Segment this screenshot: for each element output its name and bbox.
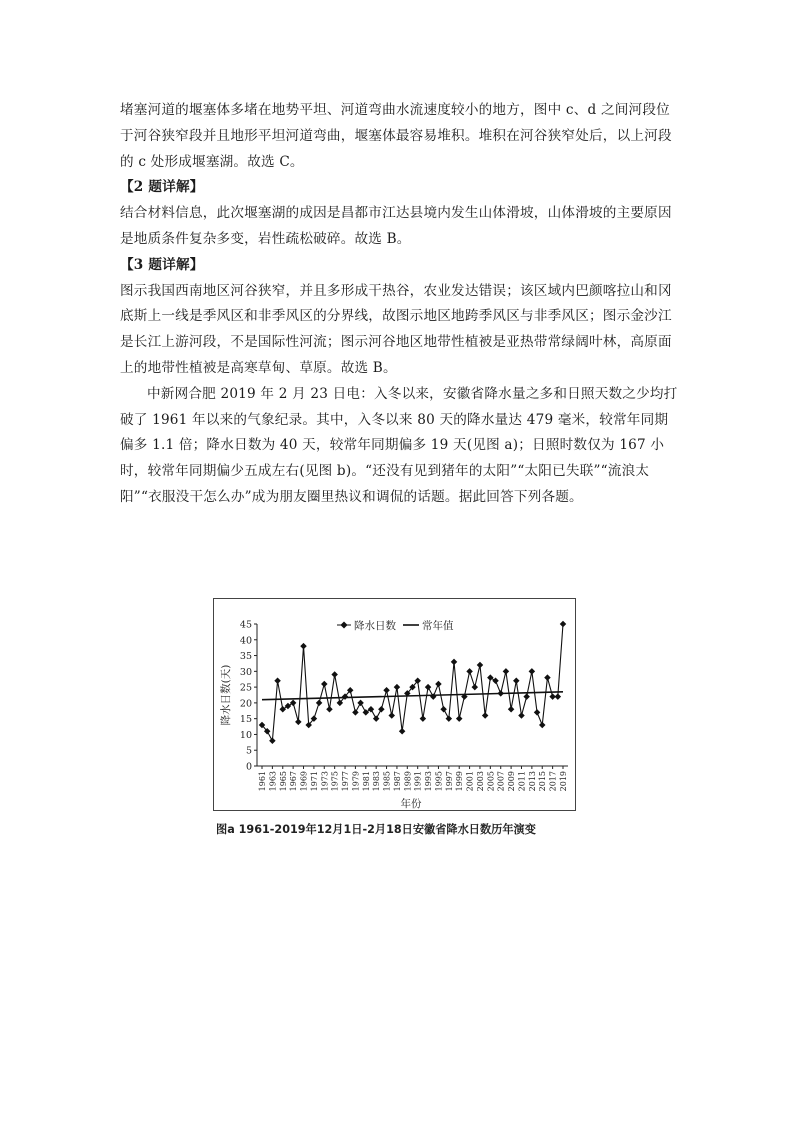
x-tick-label: 2005 bbox=[486, 771, 496, 792]
x-tick-label: 1969 bbox=[299, 771, 309, 792]
x-tick-label: 1977 bbox=[341, 771, 351, 792]
heading-q2: 【2 题详解】 bbox=[120, 179, 204, 196]
x-tick-label: 1991 bbox=[413, 771, 423, 792]
x-tick-label: 1989 bbox=[403, 771, 413, 792]
x-tick-label: 1997 bbox=[444, 771, 454, 792]
figure-caption: 图a 1961-2019年12月1日-2月18日安徽省降水日数历年演变 bbox=[216, 823, 536, 836]
x-tick-label: 2013 bbox=[527, 771, 537, 792]
x-tick-label: 1987 bbox=[392, 771, 402, 792]
y-tick-label: 30 bbox=[239, 666, 252, 678]
x-tick-label: 1971 bbox=[309, 771, 319, 792]
paragraph-q1-answer: 堵塞河道的堰塞体多堵在地势平坦、河道弯曲水流速度较小的地方，图中 c、d 之间河段位于河谷狭窄段并且地形平坦河道弯曲，堰塞体最容易堆积。堆积在河谷狭窄处后，以上河段的 c 处形成堰塞湖。故选 C。 bbox=[120, 102, 672, 170]
x-tick-label: 1967 bbox=[289, 771, 299, 792]
x-tick-label: 1961 bbox=[258, 771, 267, 792]
paragraph-news-intro: 中新网合肥 2019 年 2 月 23 日电：入冬以来，安徽省降水量之多和日照天数之少均打破了 1961 年以来的气象纪录。其中，入冬以来 80 天的降水量达 479 毫米，较常年同期偏多 1.1 倍；降水日数为 40 天，较常年同期偏多 19 天(见图 a)；日照时数仅为 167 小时，较常年同期偏少五成左右(见图 b)。“还没有见到猪年的太阳”“太阳已失联”“流浪太阳”“衣服没干怎么办”成为朋友圈里热议和调侃的话题。据此回答下列各题。 bbox=[120, 385, 678, 505]
x-tick-label: 2015 bbox=[538, 771, 548, 792]
text-block bbox=[120, 98, 680, 511]
x-tick-label: 2017 bbox=[548, 771, 558, 792]
paragraph-q3-answer: 图示我国西南地区河谷狭窄，并且多形成干热谷，农业发达错误；该区域内巴颜喀拉山和冈底斯上一线是季风区和非季风区的分界线，故图示地区地跨季风区与非季风区；图示金沙江是长江上游河段，不是国际性河流；图示河谷地区地带性植被是亚热带常绿阔叶林，高原面上的地带性植被是高寒草甸、草原。故选 B。 bbox=[120, 282, 672, 376]
x-tick-label: 2007 bbox=[496, 771, 506, 792]
x-axis-title: 年份 bbox=[400, 798, 422, 810]
y-tick-label: 20 bbox=[239, 698, 252, 710]
x-tick-label: 1999 bbox=[455, 771, 465, 792]
x-tick-label: 1975 bbox=[330, 771, 340, 792]
y-tick-label: 25 bbox=[239, 682, 252, 694]
x-tick-label: 1963 bbox=[268, 771, 278, 792]
legend-label-normal: 常年值 bbox=[422, 620, 454, 632]
x-tick-label: 1981 bbox=[361, 771, 371, 792]
y-tick-label: 35 bbox=[239, 651, 252, 663]
y-tick-label: 10 bbox=[239, 729, 252, 741]
x-tick-label: 2011 bbox=[517, 771, 527, 792]
y-tick-label: 0 bbox=[245, 761, 252, 773]
x-tick-label: 2003 bbox=[475, 771, 485, 792]
x-tick-label: 2019 bbox=[559, 771, 568, 792]
x-tick-label: 1979 bbox=[351, 771, 361, 792]
y-axis-title: 降水日数(天) bbox=[220, 664, 232, 726]
x-tick-label: 1965 bbox=[278, 771, 288, 792]
x-tick-label: 1985 bbox=[382, 771, 392, 792]
legend-label-rain: 降水日数 bbox=[354, 620, 396, 632]
legend bbox=[337, 619, 454, 632]
y-tick-label: 40 bbox=[239, 635, 252, 647]
x-tick-label: 2001 bbox=[465, 771, 475, 792]
paragraph-q2-answer: 结合材料信息，此次堰塞湖的成因是昌都市江达县境内发生山体滑坡，山体滑坡的主要原因是地质条件复杂多变，岩性疏松破碎。故选 B。 bbox=[120, 205, 672, 247]
y-tick-label: 45 bbox=[239, 619, 252, 631]
y-tick-label: 5 bbox=[245, 745, 252, 757]
figure-a bbox=[213, 598, 583, 844]
x-tick-label: 1995 bbox=[434, 771, 444, 792]
x-tick-label: 1983 bbox=[372, 771, 382, 792]
y-tick-label: 15 bbox=[239, 714, 252, 726]
heading-q3: 【3 题详解】 bbox=[120, 256, 204, 273]
x-tick-label: 1973 bbox=[320, 771, 330, 792]
rain-days-chart bbox=[213, 598, 583, 818]
x-tick-label: 1993 bbox=[424, 771, 434, 792]
x-tick-label: 2009 bbox=[507, 771, 517, 792]
